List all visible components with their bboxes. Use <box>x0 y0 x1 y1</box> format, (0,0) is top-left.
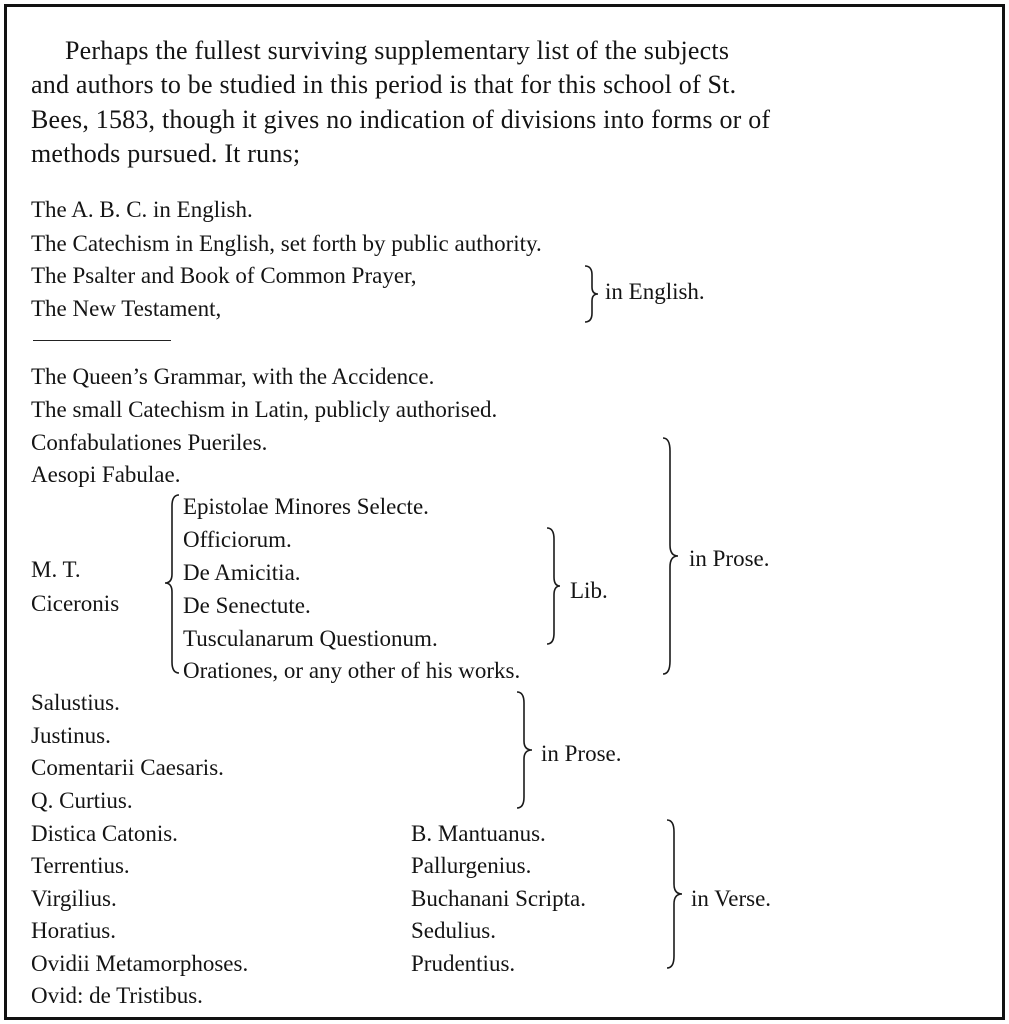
verse-right-mantuanus: B. Mantuanus. <box>411 821 546 846</box>
verse-right-pallurgenius: Pallurgenius. <box>411 853 532 878</box>
prose-brace-1 <box>661 437 681 675</box>
prose-item-curtius: Q. Curtius. <box>31 788 133 813</box>
english-item-abc: The A. B. C. in English. <box>31 197 253 222</box>
english-item-catechism: The Catechism in English, set forth by public authority. <box>31 231 542 256</box>
english-item-psalter: The Psalter and Book of Common Prayer, <box>31 263 417 288</box>
verse-brace <box>665 819 685 969</box>
verse-left-virgilius: Virgilius. <box>31 886 117 911</box>
cicero-work-epistolae: Epistolae Minores Selecte. <box>183 494 429 519</box>
latin-item-grammar: The Queen’s Grammar, with the Accidence. <box>31 364 435 389</box>
cicero-work-officiorum: Officiorum. <box>183 527 292 552</box>
section-divider <box>33 340 171 341</box>
cicero-brace <box>161 494 183 674</box>
verse-left-distica: Distica Catonis. <box>31 821 178 846</box>
intro-line-4: methods pursued. It runs; <box>31 139 301 168</box>
intro-line-2: and authors to be studied in this period is that for this school of St. <box>31 70 737 99</box>
verse-right-buchanani: Buchanani Scripta. <box>411 886 587 911</box>
intro-line-1: Perhaps the fullest surviving supplementary list of the subjects <box>65 36 730 65</box>
prose-item-caesaris: Comentarii Caesaris. <box>31 755 224 780</box>
verse-right-prudentius: Prudentius. <box>411 951 516 976</box>
verse-label: in Verse. <box>691 886 772 911</box>
english-item-new-testament: The New Testament, <box>31 296 222 321</box>
intro-line-3: Bees, 1583, though it gives no indication of divisions into forms or of <box>31 105 771 134</box>
english-brace <box>583 265 601 323</box>
lib-brace <box>545 527 563 645</box>
prose-label-2: in Prose. <box>541 741 622 766</box>
verse-left-metamorphoses: Ovidii Metamorphoses. <box>31 951 249 976</box>
verse-left-tristibus: Ovid: de Tristibus. <box>31 983 203 1008</box>
latin-item-confabulationes: Confabulationes Pueriles. <box>31 430 268 455</box>
cicero-work-tusculanarum: Tusculanarum Questionum. <box>183 626 438 651</box>
prose-item-salustius: Salustius. <box>31 690 120 715</box>
cicero-label-ciceronis: Ciceronis <box>31 591 120 616</box>
latin-item-small-catechism: The small Catechism in Latin, publicly authorised. <box>31 397 498 422</box>
prose-brace-2 <box>515 691 535 809</box>
cicero-work-orationes: Orationes, or any other of his works. <box>183 658 521 683</box>
cicero-work-amicitia: De Amicitia. <box>183 560 301 585</box>
english-group-label: in English. <box>605 279 705 304</box>
cicero-label-mt: M. T. <box>31 557 81 582</box>
verse-left-horatius: Horatius. <box>31 918 116 943</box>
document-page <box>4 4 1005 1020</box>
verse-left-terrentius: Terrentius. <box>31 853 130 878</box>
cicero-work-senectute: De Senectute. <box>183 593 311 618</box>
prose-label-1: in Prose. <box>689 546 770 571</box>
verse-right-sedulius: Sedulius. <box>411 918 496 943</box>
latin-item-aesopi: Aesopi Fabulae. <box>31 462 181 487</box>
prose-item-justinus: Justinus. <box>31 723 111 748</box>
lib-label: Lib. <box>570 578 608 603</box>
